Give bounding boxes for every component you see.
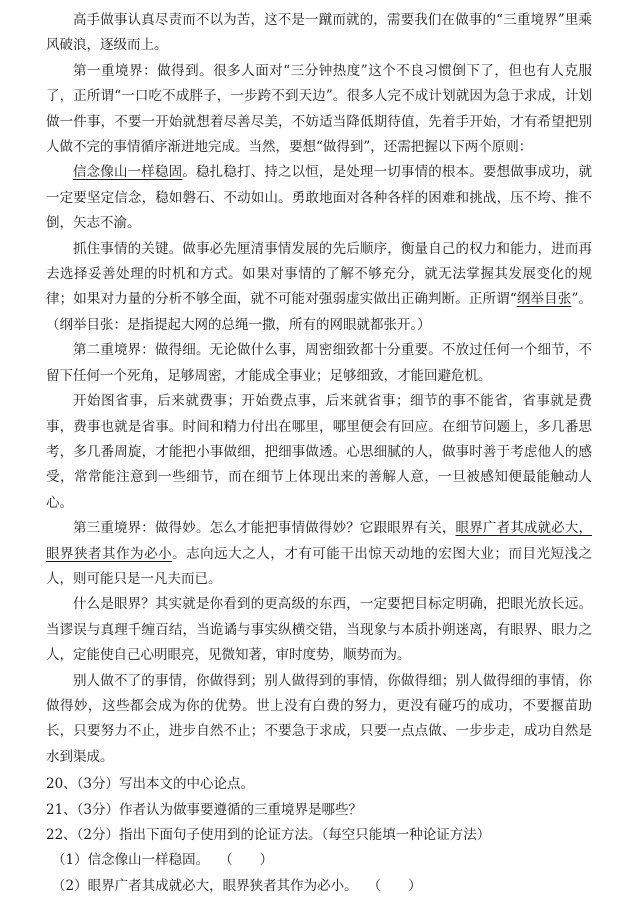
paragraph-third-level <box>46 516 592 592</box>
paragraph-text: 抓住事情的关键。做事必先厘清事情发展的先后顺序，衡量自己的权力和能力，进而再去选择妥善处理的时机和方式。如果对事情的了解不够充分，就无法掌握其发展变化的规律；如果对力量的分析不够全面，就不可能对强弱虚实做出正确判断。正所谓“ <box>46 240 592 308</box>
paragraph-text: 高手做事认真尽责而不以为苦，这不是一蹴而就的，需要我们在做事的“三重境界”里乘风破浪，逐级而上。 <box>46 12 592 54</box>
question-20: 20、（3分）写出本文的中心论点。 <box>46 776 255 793</box>
paragraph-principle-one <box>46 160 592 236</box>
paragraph-text: 第三重境界：做得妙。怎么才能把事情做得妙？它跟眼界有关， <box>73 520 456 537</box>
paragraph-text: 。志向远大之人，才有可能干出惊天动地的宏图大业；而目光短浅之人，则可能只是一凡夫而已。 <box>46 545 593 587</box>
paragraph-text: 别人做不了的事情，你做得到；别人做得到的事情，你做得细；别人做得细的事情，你做得妙，这些都会成为你的优势。世上没有白费的努力，更没有碰巧的成功，不要揠苗助长，只要努力不止，进步自然不止；不要急于求成，只要一点点做、一步步走，成功自然是水到渠成。 <box>46 672 592 765</box>
paragraph-vision <box>46 592 592 668</box>
paragraph-text: 第一重境界：做得到。很多人面对“三分钟热度”这个不良习惯倒下了，但也有人克服了，正所谓“一口吃不成胖子，一步跨不到天边”。很多人完不成计划就因为急于求成，计划做一件事，不要一开始就想着尽善尽美，不妨适当降低期待值，先着手开始，才有希望把别人做不完的事情循序渐进地完成。当然，要想“做得到”，还需把握以下两个原则： <box>46 62 592 156</box>
underlined-sentence-1: 信念像山一样稳固 <box>73 164 183 181</box>
paragraph-second-level <box>46 338 592 389</box>
paragraph-text: 。稳扎稳打、持之以恒，是处理一切事情的根本。要想做事成功，就一定要坚定信念，稳如磐石、不动如山。勇敢地面对各种各样的困难和挑战，压不垮、推不倒，矢志不渝。 <box>46 164 593 232</box>
option-text: （1）信念像山一样稳固。 <box>52 852 210 869</box>
underlined-sentence-2: 眼界广者其成就必大，眼界狭者其作为必小 <box>46 520 593 562</box>
question-22: 22、（2分）指出下面句子使用到的论证方法。（每空只能填一种论证方法） <box>46 827 491 843</box>
paragraph-text: 开始图省事，后来就费事；开始费点事，后来就省事；细节的事不能省，省事就是费事，费事也就是省事。时间和精力付出在哪里，哪里便会有回应。在细节问题上，多几番思考，多几番周旋，才能把小事做细，把细事做透。心思细腻的人，做事时善于考虑他人的感受，常常能注意到一些细节，而在细节上体现出来的善解人意，一旦被感知便最能触动人心。 <box>46 393 592 511</box>
option-text: （2）眼界广者其成就必大，眼界狭者其作为必小。 <box>52 877 358 894</box>
underlined-idiom: 纲举目张 <box>516 291 572 308</box>
paragraph-principle-two <box>46 237 592 339</box>
question-22-option-1 <box>46 848 592 873</box>
answer-blank-2[interactable]: （ ） <box>367 877 422 894</box>
paragraph-intro <box>46 8 592 59</box>
answer-blank-1[interactable]: （ ） <box>219 852 274 869</box>
question-22-option-2 <box>46 874 592 899</box>
paragraph-conclusion <box>46 669 592 771</box>
question-21: 21、（3分）作者认为做事要遵循的三重境界是哪些？ <box>46 801 363 818</box>
paragraph-text: 第二重境界：做得细。无论做什么事，周密细致都十分重要。不放过任何一个细节，不留下任何一个死角，足够周密，才能成全事业；足够细致，才能回避危机。 <box>46 342 592 384</box>
paragraph-details <box>46 389 592 516</box>
paragraph-first-level <box>46 59 592 161</box>
paragraph-text: ”。（纲举目张：是指提起大网的总绳一撒，所有的网眼就都张开。） <box>46 291 593 333</box>
paragraph-text: 什么是眼界？其实就是你看到的更高级的东西，一定要把目标定明确，把眼光放长远。当谬误与真理千缠百结，当诡谲与事实纵横交错，当现象与本质扑朔迷离，有眼界、眼力之人，定能使自己心明眼亮，见微知著，审时度势，顺势而为。 <box>46 596 592 664</box>
